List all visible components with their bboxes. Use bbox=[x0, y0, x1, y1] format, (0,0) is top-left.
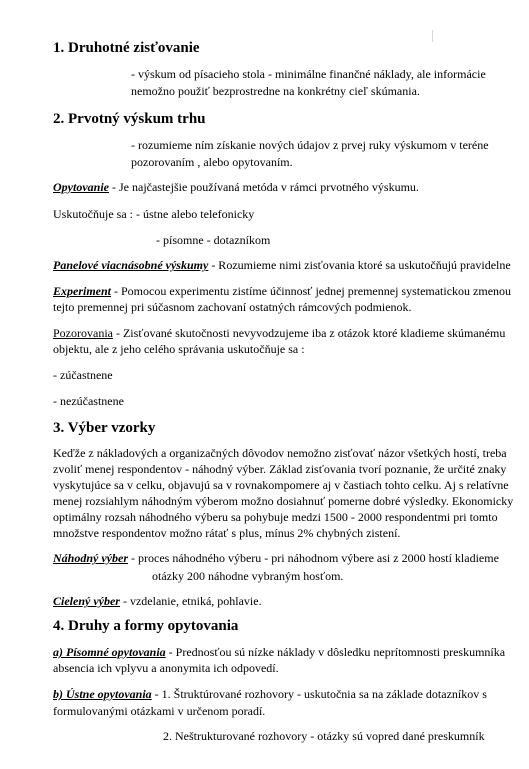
pisomne-term: a) Písomné opytovania bbox=[53, 645, 166, 659]
ustne-text: - 1. Štruktúrované rozhovory - uskutočnia sa na základe dotazníkov s bbox=[151, 687, 487, 701]
pozorovania-text: - Zisťované skutočnosti nevyvodzujeme iba z otázok ktoré kladieme skúmanému bbox=[112, 326, 506, 340]
section-1-heading: 1. Druhotné zisťovanie bbox=[53, 40, 200, 56]
section-1-line-1: - výskum od písacieho stola - minimálne finančné náklady, ale informácie bbox=[131, 67, 486, 81]
panelove-text: - Rozumieme nimi zisťovania ktoré sa uskutočňujú pravidelne bbox=[208, 258, 511, 272]
pisomne-text: - Prednosťou sú nízke náklady v dôsledku neprítomnosti preskumníka bbox=[165, 645, 506, 659]
ustne-line-2: formulovanými otázkami v určenom poradí. bbox=[53, 704, 266, 718]
experiment-line-2: tejto premennej pri súčasnom zachovaní ostatných rámcových podmienok. bbox=[53, 300, 412, 314]
opytovanie-text: - Je najčastejšie používaná metóda v rámci prvotného výskumu. bbox=[109, 180, 419, 194]
uskutocnuje-line-2: - písomne - dotazníkom bbox=[156, 233, 271, 247]
experiment-line-1 bbox=[53, 284, 511, 298]
section-3-para-line-5: optimálny rozsah náhodného výberu sa pohybuje medzi 1500 - 2000 respondentmi pri tomto bbox=[53, 510, 498, 524]
ustne-line-1 bbox=[53, 687, 487, 701]
section-3-para-line-6: množstve respondentov možno rátať s plus, mínus 2% chybných zistení. bbox=[53, 526, 401, 540]
pisomne-line-2: absencia ich vplyvu a anonymita ich odpovedí. bbox=[53, 661, 279, 675]
nahodny-text: - proces náhodného výberu - pri náhodnom výbere asi z 2000 hostí kladieme bbox=[128, 551, 499, 565]
section-3-heading: 3. Výber vzorky bbox=[53, 420, 156, 436]
section-4-heading: 4. Druhy a formy opytovania bbox=[53, 618, 239, 634]
section-3-para-line-2: zvoliť menej respondentov - náhodný výber. Základ zisťovania tvorí poznanie, že určité znaky bbox=[53, 462, 507, 476]
nahodny-term: Náhodný výber bbox=[53, 551, 128, 565]
pozorovania-term: Pozorovania bbox=[53, 326, 113, 340]
section-3-para-line-4: menej rozsiahlym náhodným výberom možno dosiahnuť pomerne dobré výsledky. Ekonomicky bbox=[53, 494, 514, 508]
section-3-para-line-3: vyskytujúce sa v celku, objavujú sa v rovnakompomere aj v častiach tohto celku. Aj s relatívne bbox=[53, 478, 509, 492]
nahodny-line-2: otázky 200 náhodne vybraným hosťom. bbox=[152, 569, 344, 583]
page-mark bbox=[432, 30, 433, 42]
list-item: - zúčastnene bbox=[53, 368, 113, 382]
section-2-heading: 2. Prvotný výskum trhu bbox=[53, 111, 206, 127]
nahodny-line-1 bbox=[53, 551, 499, 565]
panelove-term: Panelové viacnásobné výskumy bbox=[53, 258, 209, 272]
opytovanie-term: Opytovanie bbox=[53, 180, 109, 194]
section-3-para-line-1: Keďže z nákladových a organizačných dôvodov nemožno zisťovať názor všetkých hostí, treba bbox=[53, 446, 507, 460]
cieleny-paragraph bbox=[53, 594, 262, 608]
opytovanie-paragraph bbox=[53, 180, 419, 194]
ustne-term: b) Ústne opytovania bbox=[53, 687, 152, 701]
section-1-line-2: nemožno použiť bezprostredne na konkrétny cieľ skúmania. bbox=[131, 84, 420, 98]
cieleny-text: - vzdelanie, etniká, pohlavie. bbox=[119, 594, 262, 608]
cieleny-term: Cielený výber bbox=[53, 594, 120, 608]
panelove-paragraph bbox=[53, 258, 511, 272]
experiment-text: - Pomocou experimentu zistíme účinnosť jednej premennej systematickou zmenou bbox=[111, 284, 512, 298]
pozorovania-line-2: objektu, ale z jeho celého správania uskutočňuje sa : bbox=[53, 342, 305, 356]
section-2-line-2: pozorovaním , alebo opytovaním. bbox=[131, 155, 293, 169]
uskutocnuje-line-1: Uskutočňuje sa : - ústne alebo telefonicky bbox=[53, 207, 255, 221]
experiment-term: Experiment bbox=[53, 284, 112, 298]
pozorovania-line-1 bbox=[53, 326, 505, 340]
section-2-line-1: - rozumieme ním získanie nových údajov z prvej ruky výskumom v teréne bbox=[131, 138, 489, 152]
ustne-item-2: 2. Neštrukturované rozhovory - otázky sú vopred dané preskumník bbox=[163, 729, 485, 743]
pisomne-line-1 bbox=[53, 645, 505, 659]
list-item: - nezúčastnene bbox=[53, 394, 124, 408]
